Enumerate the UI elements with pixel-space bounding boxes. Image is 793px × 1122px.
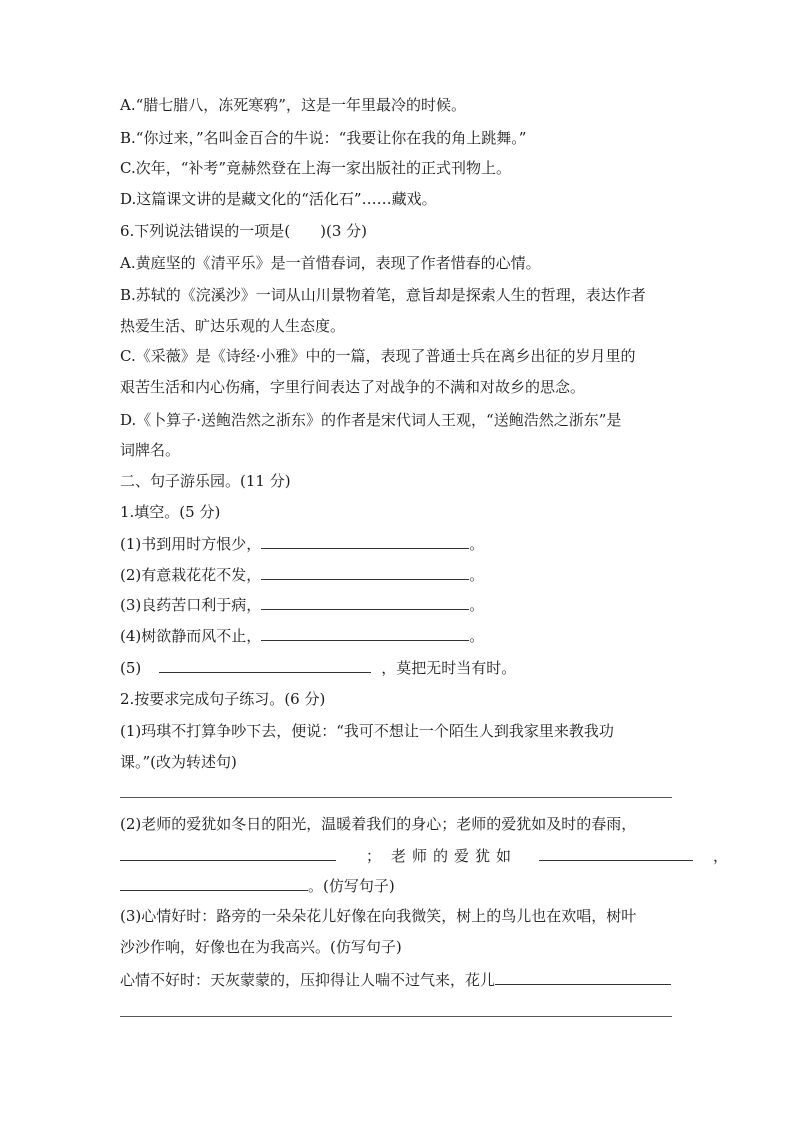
practice-2-blank-3[interactable] (120, 876, 308, 891)
fill-item-4 (120, 626, 484, 646)
fill-item-1 (120, 534, 484, 554)
answer-line-2[interactable] (120, 1016, 672, 1017)
practice-2-line2 (120, 846, 728, 866)
fill-item-2 (120, 565, 484, 585)
practice-2-separator: ； (366, 847, 382, 865)
practice-3-line3 (120, 970, 671, 990)
q5-option-c: C.次年，“补考”竟赫然登在上海一家出版社的正式刊物上。 (120, 159, 512, 177)
fill-item-suffix: ，莫把无时当有时。 (381, 659, 517, 677)
q6-stem: 6.下列说法错误的一项是( )(3 分) (120, 222, 368, 240)
practice-title: 2.按要求完成句子练习。(6 分) (120, 690, 326, 708)
practice-3-blank[interactable] (495, 970, 671, 985)
practice-2-blank-2[interactable] (539, 846, 693, 861)
fill-item-prefix: (4)树欲静而风不止， (120, 627, 262, 645)
q5-option-d: D.这篇课文讲的是藏文化的“活化石”……藏戏。 (120, 190, 437, 208)
answer-line-1[interactable] (120, 797, 672, 798)
fill-item-3 (120, 595, 484, 615)
fill-item-prefix: (2)有意栽花花不发， (120, 566, 262, 584)
fill-item-prefix: (1)书到用时方恨少， (120, 535, 262, 553)
fill-blank-1[interactable] (261, 534, 469, 549)
q5-option-b: B.“你过来，”名叫金百合的牛说：“我要让你在我的角上跳舞。” (120, 129, 527, 147)
fill-blank-5[interactable] (159, 658, 371, 673)
practice-2-end: 。(仿写句子) (308, 877, 395, 895)
practice-3-line2: 沙沙作响，好像也在为我高兴。(仿写句子) (120, 938, 402, 956)
q6-option-d-line1: D.《卜算子·送鲍浩然之浙东》的作者是宋代词人王观，“送鲍浩然之浙东”是 (120, 411, 622, 429)
q6-option-b-line2: 热爱生活、旷达乐观的人生态度。 (120, 317, 346, 335)
fill-blank-2[interactable] (261, 565, 469, 580)
fill-title: 1.填空。(5 分) (120, 503, 221, 521)
fill-item-suffix: 。 (469, 596, 485, 614)
q6-option-b-line1: B.苏轼的《浣溪沙》一词从山川景物着笔，意旨却是探索人生的哲理，表达作者 (120, 286, 646, 304)
practice-2-mid-text: 老师的爱犹如 (391, 847, 518, 865)
q6-option-c-line1: C.《采薇》是《诗经·小雅》中的一篇，表现了普通士兵在离乡出征的岁月里的 (120, 347, 636, 365)
q6-option-d-line2: 词牌名。 (120, 441, 181, 459)
fill-item-suffix: 。 (469, 535, 485, 553)
practice-3-line1: (3)心情好时：路旁的一朵朵花儿好像在向我微笑，树上的鸟儿也在欢唱，树叶 (120, 907, 637, 925)
fill-item-suffix: 。 (469, 566, 485, 584)
practice-1-line1: (1)玛琪不打算争吵下去，便说：“我可不想让一个陌生人到我家里来教我功 (120, 722, 614, 740)
practice-2-blank-1[interactable] (120, 846, 336, 861)
q6-option-a: A.黄庭坚的《清平乐》是一首惜春词，表现了作者惜春的心情。 (120, 254, 541, 272)
practice-2-line3 (120, 876, 395, 896)
q6-option-c-line2: 艰苦生活和内心伤痛，字里行间表达了对战争的不满和对故乡的思念。 (120, 378, 586, 396)
practice-2-line1: (2)老师的爱犹如冬日的阳光，温暖着我们的身心；老师的爱犹如及时的春雨， (120, 815, 637, 833)
fill-blank-4[interactable] (261, 626, 469, 641)
section-heading: 二、句子游乐园。(11 分) (120, 472, 291, 490)
practice-3-prefix: 心情不好时：天灰蒙蒙的，压抑得让人喘不过气来，花儿 (120, 971, 496, 989)
fill-item-5 (120, 658, 516, 678)
q5-option-a: A.“腊七腊八，冻死寒鸦”，这是一年里最冷的时候。 (120, 96, 466, 114)
practice-1-line2: 课。”(改为转述句) (120, 753, 237, 771)
practice-2-comma: ， (713, 847, 729, 865)
fill-item-prefix: (5) (120, 659, 142, 677)
fill-item-suffix: 。 (469, 627, 485, 645)
fill-blank-3[interactable] (261, 595, 469, 610)
fill-item-prefix: (3)良药苦口利于病， (120, 596, 262, 614)
